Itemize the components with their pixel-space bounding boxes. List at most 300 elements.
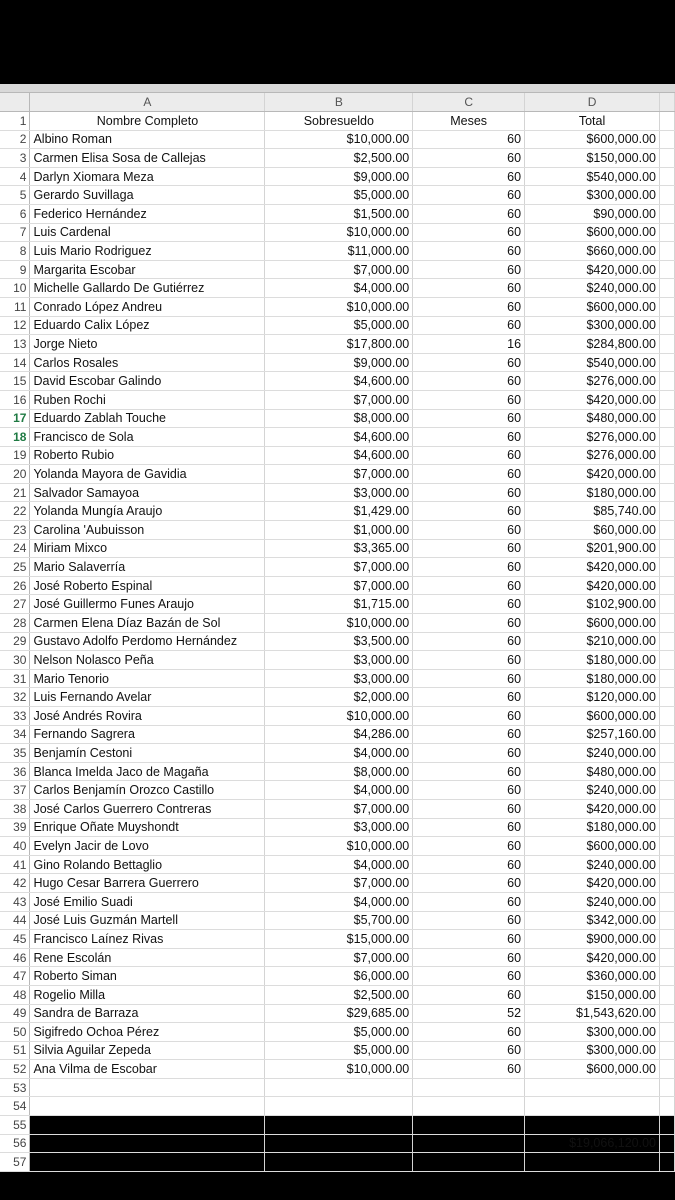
empty-cell[interactable] <box>659 335 674 354</box>
row-header[interactable]: 18 <box>0 428 30 447</box>
empty-cell[interactable] <box>659 930 674 949</box>
row-header[interactable]: 44 <box>0 911 30 930</box>
cell-meses[interactable]: 60 <box>413 446 525 465</box>
cell-total[interactable]: $276,000.00 <box>525 372 660 391</box>
row-header[interactable]: 19 <box>0 446 30 465</box>
cell-meses[interactable]: 60 <box>413 651 525 670</box>
cell-name[interactable]: Eduardo Zablah Touche <box>30 409 265 428</box>
cell-total[interactable]: $540,000.00 <box>525 167 660 186</box>
cell-total[interactable]: $300,000.00 <box>525 316 660 335</box>
row-header[interactable]: 33 <box>0 707 30 726</box>
cell-sobresueldo[interactable]: $4,000.00 <box>265 781 413 800</box>
cell-sobresueldo[interactable]: $7,000.00 <box>265 874 413 893</box>
cell-name[interactable]: Nelson Nolasco Peña <box>30 651 265 670</box>
cell-total[interactable]: $900,000.00 <box>525 930 660 949</box>
row-header[interactable]: 41 <box>0 855 30 874</box>
row-header[interactable]: 16 <box>0 390 30 409</box>
empty-cell[interactable] <box>659 688 674 707</box>
cell-total[interactable]: $240,000.00 <box>525 744 660 763</box>
cell-sobresueldo[interactable]: $4,286.00 <box>265 725 413 744</box>
empty-cell[interactable] <box>659 669 674 688</box>
empty-cell[interactable] <box>659 799 674 818</box>
cell-total[interactable]: $19,066,120.00 <box>525 1134 660 1153</box>
cell-meses[interactable]: 60 <box>413 1060 525 1079</box>
cell-name[interactable]: Fernando Sagrera <box>30 725 265 744</box>
cell-total[interactable]: $420,000.00 <box>525 558 660 577</box>
empty-cell[interactable] <box>659 297 674 316</box>
cell-sobresueldo[interactable]: $7,000.00 <box>265 576 413 595</box>
cell-sobresueldo[interactable]: $7,000.00 <box>265 948 413 967</box>
empty-cell[interactable] <box>659 149 674 168</box>
cell-total[interactable]: $276,000.00 <box>525 428 660 447</box>
row-header[interactable]: 28 <box>0 614 30 633</box>
header-cell-total[interactable]: Total <box>525 112 660 131</box>
empty-cell[interactable] <box>659 316 674 335</box>
cell-total[interactable]: $300,000.00 <box>525 186 660 205</box>
cell-meses[interactable] <box>413 1116 525 1135</box>
cell-meses[interactable]: 60 <box>413 725 525 744</box>
row-header[interactable]: 34 <box>0 725 30 744</box>
cell-total[interactable]: $600,000.00 <box>525 130 660 149</box>
cell-sobresueldo[interactable]: $1,429.00 <box>265 502 413 521</box>
cell-sobresueldo[interactable]: $4,000.00 <box>265 892 413 911</box>
cell-name[interactable]: Albino Roman <box>30 130 265 149</box>
cell-sobresueldo[interactable]: $4,000.00 <box>265 279 413 298</box>
empty-cell[interactable] <box>659 1060 674 1079</box>
cell-sobresueldo[interactable]: $29,685.00 <box>265 1004 413 1023</box>
empty-cell[interactable] <box>659 409 674 428</box>
cell-total[interactable] <box>525 1116 660 1135</box>
row-header[interactable]: 38 <box>0 799 30 818</box>
cell-name[interactable]: Ana Vilma de Escobar <box>30 1060 265 1079</box>
row-header[interactable]: 13 <box>0 335 30 354</box>
empty-cell[interactable] <box>659 521 674 540</box>
cell-name[interactable]: Yolanda Mungía Araujo <box>30 502 265 521</box>
row-header[interactable]: 26 <box>0 576 30 595</box>
row-header[interactable]: 49 <box>0 1004 30 1023</box>
cell-sobresueldo[interactable]: $11,000.00 <box>265 242 413 261</box>
cell-meses[interactable]: 60 <box>413 483 525 502</box>
cell-sobresueldo[interactable]: $2,500.00 <box>265 985 413 1004</box>
cell-name[interactable]: José Luis Guzmán Martell <box>30 911 265 930</box>
cell-sobresueldo[interactable]: $5,000.00 <box>265 1023 413 1042</box>
cell-sobresueldo[interactable]: $4,600.00 <box>265 372 413 391</box>
cell-total[interactable]: $257,160.00 <box>525 725 660 744</box>
cell-meses[interactable]: 60 <box>413 855 525 874</box>
row-header[interactable]: 4 <box>0 167 30 186</box>
cell-total[interactable]: $284,800.00 <box>525 335 660 354</box>
empty-cell[interactable] <box>659 837 674 856</box>
cell-name[interactable]: Francisco de Sola <box>30 428 265 447</box>
cell-name[interactable]: Sandra de Barraza <box>30 1004 265 1023</box>
empty-cell[interactable] <box>659 204 674 223</box>
row-header[interactable]: 32 <box>0 688 30 707</box>
row-header[interactable]: 53 <box>0 1078 30 1097</box>
cell-name[interactable]: Darlyn Xiomara Meza <box>30 167 265 186</box>
cell-total[interactable]: $420,000.00 <box>525 799 660 818</box>
column-header-d[interactable]: D <box>525 93 660 112</box>
cell-meses[interactable]: 60 <box>413 948 525 967</box>
row-header[interactable]: 47 <box>0 967 30 986</box>
cell-name[interactable]: Roberto Rubio <box>30 446 265 465</box>
row-header[interactable]: 7 <box>0 223 30 242</box>
cell-total[interactable]: $600,000.00 <box>525 1060 660 1079</box>
empty-cell[interactable] <box>659 911 674 930</box>
empty-cell[interactable] <box>659 502 674 521</box>
cell-name[interactable]: Ruben Rochi <box>30 390 265 409</box>
cell-total[interactable]: $102,900.00 <box>525 595 660 614</box>
cell-sobresueldo[interactable]: $4,600.00 <box>265 446 413 465</box>
cell-meses[interactable]: 60 <box>413 502 525 521</box>
row-header[interactable]: 30 <box>0 651 30 670</box>
row-header[interactable]: 21 <box>0 483 30 502</box>
cell-meses[interactable]: 60 <box>413 595 525 614</box>
cell-sobresueldo[interactable]: $4,600.00 <box>265 428 413 447</box>
cell-meses[interactable]: 60 <box>413 762 525 781</box>
cell-name[interactable]: Carlos Rosales <box>30 353 265 372</box>
row-header[interactable]: 43 <box>0 892 30 911</box>
cell-total[interactable]: $420,000.00 <box>525 874 660 893</box>
cell-total[interactable]: $300,000.00 <box>525 1041 660 1060</box>
cell-total[interactable]: $660,000.00 <box>525 242 660 261</box>
cell-meses[interactable]: 60 <box>413 1041 525 1060</box>
cell-sobresueldo[interactable]: $5,000.00 <box>265 316 413 335</box>
empty-cell[interactable] <box>659 372 674 391</box>
cell-total[interactable]: $600,000.00 <box>525 297 660 316</box>
cell-total[interactable]: $420,000.00 <box>525 390 660 409</box>
empty-cell[interactable] <box>659 242 674 261</box>
cell-name[interactable]: Gino Rolando Bettaglio <box>30 855 265 874</box>
row-header[interactable]: 15 <box>0 372 30 391</box>
cell-name[interactable]: José Andrés Rovira <box>30 707 265 726</box>
cell-total[interactable]: $480,000.00 <box>525 762 660 781</box>
cell-sobresueldo[interactable]: $4,000.00 <box>265 744 413 763</box>
row-header[interactable]: 31 <box>0 669 30 688</box>
empty-cell[interactable] <box>659 353 674 372</box>
cell-meses[interactable]: 60 <box>413 967 525 986</box>
cell-name[interactable]: José Guillermo Funes Araujo <box>30 595 265 614</box>
cell-name[interactable]: Eduardo Calix López <box>30 316 265 335</box>
row-header[interactable]: 20 <box>0 465 30 484</box>
cell-meses[interactable]: 60 <box>413 186 525 205</box>
row-header[interactable]: 1 <box>0 112 30 131</box>
cell-sobresueldo[interactable]: $10,000.00 <box>265 1060 413 1079</box>
row-header[interactable]: 2 <box>0 130 30 149</box>
cell-sobresueldo[interactable]: $1,500.00 <box>265 204 413 223</box>
column-header-a[interactable]: A <box>30 93 265 112</box>
cell-total[interactable]: $90,000.00 <box>525 204 660 223</box>
cell-total[interactable]: $60,000.00 <box>525 521 660 540</box>
cell-name[interactable] <box>30 1078 265 1097</box>
cell-meses[interactable]: 60 <box>413 409 525 428</box>
empty-cell[interactable] <box>659 1134 674 1153</box>
empty-cell[interactable] <box>659 576 674 595</box>
cell-total[interactable]: $150,000.00 <box>525 149 660 168</box>
cell-meses[interactable]: 60 <box>413 149 525 168</box>
empty-cell[interactable] <box>659 558 674 577</box>
header-cell-sobresueldo[interactable]: Sobresueldo <box>265 112 413 131</box>
cell-sobresueldo[interactable]: $9,000.00 <box>265 167 413 186</box>
row-header[interactable]: 35 <box>0 744 30 763</box>
row-header[interactable]: 9 <box>0 260 30 279</box>
cell-sobresueldo[interactable]: $1,715.00 <box>265 595 413 614</box>
cell-sobresueldo[interactable]: $10,000.00 <box>265 223 413 242</box>
cell-sobresueldo[interactable]: $3,000.00 <box>265 818 413 837</box>
cell-name[interactable]: Benjamín Cestoni <box>30 744 265 763</box>
cell-meses[interactable]: 60 <box>413 707 525 726</box>
cell-total[interactable]: $420,000.00 <box>525 576 660 595</box>
empty-cell[interactable] <box>659 279 674 298</box>
cell-total[interactable]: $201,900.00 <box>525 539 660 558</box>
cell-name[interactable]: Rogelio Milla <box>30 985 265 1004</box>
empty-cell[interactable] <box>659 967 674 986</box>
row-header[interactable]: 57 <box>0 1153 30 1172</box>
cell-meses[interactable]: 60 <box>413 818 525 837</box>
cell-total[interactable]: $540,000.00 <box>525 353 660 372</box>
cell-meses[interactable] <box>413 1078 525 1097</box>
cell-sobresueldo[interactable] <box>265 1078 413 1097</box>
cell-name[interactable]: Gustavo Adolfo Perdomo Hernández <box>30 632 265 651</box>
cell-sobresueldo[interactable]: $10,000.00 <box>265 297 413 316</box>
empty-cell[interactable] <box>659 762 674 781</box>
row-header[interactable]: 54 <box>0 1097 30 1116</box>
cell-meses[interactable]: 60 <box>413 558 525 577</box>
header-cell-meses[interactable]: Meses <box>413 112 525 131</box>
cell-name[interactable]: Yolanda Mayora de Gavidia <box>30 465 265 484</box>
empty-cell[interactable] <box>659 167 674 186</box>
cell-name[interactable]: Mario Tenorio <box>30 669 265 688</box>
cell-name[interactable]: José Roberto Espinal <box>30 576 265 595</box>
cell-name[interactable]: Luis Mario Rodriguez <box>30 242 265 261</box>
empty-cell[interactable] <box>659 1041 674 1060</box>
cell-total[interactable]: $300,000.00 <box>525 1023 660 1042</box>
cell-sobresueldo[interactable]: $3,000.00 <box>265 669 413 688</box>
row-header[interactable]: 12 <box>0 316 30 335</box>
empty-cell[interactable] <box>659 260 674 279</box>
column-header-e[interactable] <box>659 93 674 112</box>
cell-meses[interactable]: 52 <box>413 1004 525 1023</box>
cell-meses[interactable]: 60 <box>413 632 525 651</box>
cell-sobresueldo[interactable]: $4,000.00 <box>265 855 413 874</box>
cell-sobresueldo[interactable]: $15,000.00 <box>265 930 413 949</box>
empty-cell[interactable] <box>659 1023 674 1042</box>
cell-meses[interactable]: 60 <box>413 781 525 800</box>
cell-total[interactable]: $240,000.00 <box>525 279 660 298</box>
cell-sobresueldo[interactable]: $7,000.00 <box>265 465 413 484</box>
cell-name[interactable]: Federico Hernández <box>30 204 265 223</box>
row-header[interactable]: 48 <box>0 985 30 1004</box>
row-header[interactable]: 36 <box>0 762 30 781</box>
empty-cell[interactable] <box>659 892 674 911</box>
cell-name[interactable]: Gerardo Suvillaga <box>30 186 265 205</box>
cell-meses[interactable] <box>413 1097 525 1116</box>
empty-cell[interactable] <box>659 1153 674 1172</box>
cell-name[interactable]: Carmen Elena Díaz Bazán de Sol <box>30 614 265 633</box>
cell-total[interactable]: $180,000.00 <box>525 483 660 502</box>
cell-sobresueldo[interactable]: $3,365.00 <box>265 539 413 558</box>
cell-total[interactable]: $420,000.00 <box>525 465 660 484</box>
empty-cell[interactable] <box>659 130 674 149</box>
cell-sobresueldo[interactable]: $10,000.00 <box>265 614 413 633</box>
cell-meses[interactable]: 60 <box>413 1023 525 1042</box>
cell-meses[interactable]: 60 <box>413 130 525 149</box>
cell-sobresueldo[interactable]: $3,000.00 <box>265 651 413 670</box>
row-header[interactable]: 37 <box>0 781 30 800</box>
row-header[interactable]: 11 <box>0 297 30 316</box>
cell-name[interactable]: Rene Escolán <box>30 948 265 967</box>
row-header[interactable]: 24 <box>0 539 30 558</box>
row-header[interactable]: 50 <box>0 1023 30 1042</box>
row-header[interactable]: 39 <box>0 818 30 837</box>
cell-total[interactable]: $600,000.00 <box>525 614 660 633</box>
cell-total[interactable]: $600,000.00 <box>525 707 660 726</box>
cell-sobresueldo[interactable]: $10,000.00 <box>265 837 413 856</box>
cell-name[interactable]: Blanca Imelda Jaco de Magaña <box>30 762 265 781</box>
cell-name[interactable]: Salvador Samayoa <box>30 483 265 502</box>
cell-total[interactable]: $120,000.00 <box>525 688 660 707</box>
row-header[interactable]: 6 <box>0 204 30 223</box>
cell-name[interactable]: José Carlos Guerrero Contreras <box>30 799 265 818</box>
cell-sobresueldo[interactable]: $7,000.00 <box>265 390 413 409</box>
cell-meses[interactable]: 60 <box>413 688 525 707</box>
row-header[interactable]: 42 <box>0 874 30 893</box>
row-header[interactable]: 55 <box>0 1116 30 1135</box>
cell-meses[interactable]: 60 <box>413 744 525 763</box>
empty-cell[interactable] <box>659 483 674 502</box>
cell-sobresueldo[interactable]: $10,000.00 <box>265 707 413 726</box>
cell-name[interactable]: Jorge Nieto <box>30 335 265 354</box>
cell-meses[interactable]: 60 <box>413 892 525 911</box>
cell-meses[interactable]: 60 <box>413 521 525 540</box>
select-all-corner[interactable] <box>0 93 30 112</box>
cell-sobresueldo[interactable]: $17,800.00 <box>265 335 413 354</box>
empty-cell[interactable] <box>659 651 674 670</box>
cell-name[interactable]: Margarita Escobar <box>30 260 265 279</box>
row-header[interactable]: 27 <box>0 595 30 614</box>
row-header[interactable]: 29 <box>0 632 30 651</box>
column-header-b[interactable]: B <box>265 93 413 112</box>
cell-total[interactable]: $420,000.00 <box>525 948 660 967</box>
cell-meses[interactable]: 60 <box>413 799 525 818</box>
cell-meses[interactable] <box>413 1134 525 1153</box>
cell-name[interactable]: Carlos Benjamín Orozco Castillo <box>30 781 265 800</box>
empty-cell[interactable] <box>659 186 674 205</box>
cell-name[interactable]: Conrado López Andreu <box>30 297 265 316</box>
cell-meses[interactable]: 60 <box>413 911 525 930</box>
cell-name[interactable]: Enrique Oñate Muyshondt <box>30 818 265 837</box>
cell-name[interactable]: Francisco Laínez Rivas <box>30 930 265 949</box>
cell-total[interactable] <box>525 1078 660 1097</box>
cell-total[interactable]: $240,000.00 <box>525 855 660 874</box>
empty-cell[interactable] <box>659 1004 674 1023</box>
empty-cell[interactable] <box>659 707 674 726</box>
empty-cell[interactable] <box>659 632 674 651</box>
empty-cell[interactable] <box>659 390 674 409</box>
row-header[interactable]: 10 <box>0 279 30 298</box>
cell-total[interactable]: $180,000.00 <box>525 818 660 837</box>
cell-name[interactable]: David Escobar Galindo <box>30 372 265 391</box>
cell-meses[interactable]: 60 <box>413 428 525 447</box>
cell-total[interactable]: $1,543,620.00 <box>525 1004 660 1023</box>
empty-cell[interactable] <box>659 781 674 800</box>
cell-total[interactable]: $85,740.00 <box>525 502 660 521</box>
row-header[interactable]: 23 <box>0 521 30 540</box>
cell-total[interactable]: $480,000.00 <box>525 409 660 428</box>
cell-meses[interactable]: 60 <box>413 390 525 409</box>
empty-cell[interactable] <box>659 1078 674 1097</box>
cell-name[interactable]: Carmen Elisa Sosa de Callejas <box>30 149 265 168</box>
cell-total[interactable] <box>525 1153 660 1172</box>
empty-cell[interactable] <box>659 818 674 837</box>
empty-cell[interactable] <box>659 855 674 874</box>
cell-meses[interactable]: 60 <box>413 372 525 391</box>
empty-cell[interactable] <box>659 446 674 465</box>
cell-meses[interactable]: 60 <box>413 167 525 186</box>
cell-total[interactable]: $180,000.00 <box>525 669 660 688</box>
cell-total[interactable] <box>525 1097 660 1116</box>
cell-sobresueldo[interactable] <box>265 1134 413 1153</box>
cell-meses[interactable]: 60 <box>413 260 525 279</box>
row-header[interactable]: 22 <box>0 502 30 521</box>
row-header[interactable]: 25 <box>0 558 30 577</box>
cell-sobresueldo[interactable]: $8,000.00 <box>265 762 413 781</box>
cell-total[interactable]: $150,000.00 <box>525 985 660 1004</box>
row-header[interactable]: 56 <box>0 1134 30 1153</box>
empty-cell[interactable] <box>659 112 674 131</box>
cell-sobresueldo[interactable]: $7,000.00 <box>265 558 413 577</box>
header-cell-name[interactable]: Nombre Completo <box>30 112 265 131</box>
row-header[interactable]: 17 <box>0 409 30 428</box>
cell-total[interactable]: $276,000.00 <box>525 446 660 465</box>
cell-total[interactable]: $210,000.00 <box>525 632 660 651</box>
cell-meses[interactable]: 60 <box>413 204 525 223</box>
cell-meses[interactable]: 60 <box>413 985 525 1004</box>
row-header[interactable]: 46 <box>0 948 30 967</box>
cell-sobresueldo[interactable]: $5,700.00 <box>265 911 413 930</box>
cell-sobresueldo[interactable]: $5,000.00 <box>265 1041 413 1060</box>
cell-total[interactable]: $600,000.00 <box>525 223 660 242</box>
cell-meses[interactable]: 60 <box>413 576 525 595</box>
row-header[interactable]: 52 <box>0 1060 30 1079</box>
cell-name[interactable]: Michelle Gallardo De Gutiérrez <box>30 279 265 298</box>
cell-meses[interactable]: 60 <box>413 223 525 242</box>
cell-meses[interactable]: 60 <box>413 353 525 372</box>
cell-total[interactable]: $342,000.00 <box>525 911 660 930</box>
cell-meses[interactable]: 60 <box>413 242 525 261</box>
row-header[interactable]: 14 <box>0 353 30 372</box>
cell-sobresueldo[interactable]: $6,000.00 <box>265 967 413 986</box>
cell-sobresueldo[interactable]: $10,000.00 <box>265 130 413 149</box>
cell-sobresueldo[interactable]: $1,000.00 <box>265 521 413 540</box>
cell-name[interactable]: Luis Cardenal <box>30 223 265 242</box>
cell-sobresueldo[interactable]: $9,000.00 <box>265 353 413 372</box>
cell-total[interactable]: $180,000.00 <box>525 651 660 670</box>
row-header[interactable]: 3 <box>0 149 30 168</box>
empty-cell[interactable] <box>659 725 674 744</box>
cell-sobresueldo[interactable]: $7,000.00 <box>265 260 413 279</box>
cell-total[interactable]: $240,000.00 <box>525 781 660 800</box>
empty-cell[interactable] <box>659 1116 674 1135</box>
empty-cell[interactable] <box>659 874 674 893</box>
empty-cell[interactable] <box>659 223 674 242</box>
cell-sobresueldo[interactable] <box>265 1097 413 1116</box>
cell-name[interactable]: Roberto Siman <box>30 967 265 986</box>
empty-cell[interactable] <box>659 595 674 614</box>
cell-name[interactable]: José Emilio Suadi <box>30 892 265 911</box>
cell-total[interactable]: $360,000.00 <box>525 967 660 986</box>
cell-name[interactable] <box>30 1097 265 1116</box>
cell-total[interactable]: $600,000.00 <box>525 837 660 856</box>
